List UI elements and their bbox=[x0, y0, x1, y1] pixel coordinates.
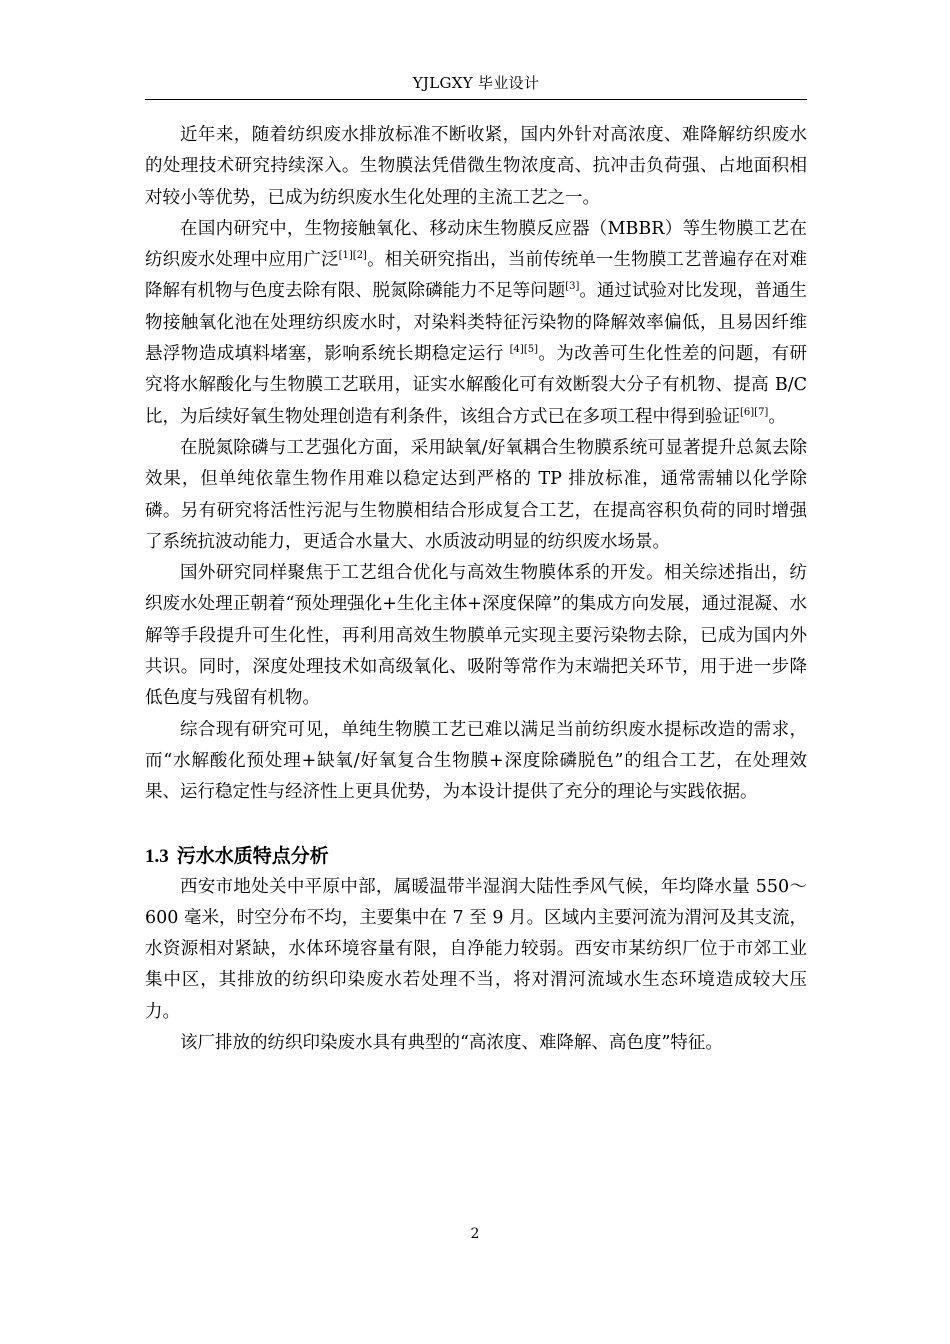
section-title: 污水水质特点分析 bbox=[176, 844, 329, 867]
citation-ref: [4] bbox=[509, 344, 524, 356]
citation-ref: [1][2] bbox=[338, 250, 367, 262]
citation-ref: [3] bbox=[565, 281, 580, 293]
text-segment: 。相关研究指出，当前传统单一生物膜工艺普遍存在对难降解有机物与色度去除有限、脱氮除磷能力不足等问题 bbox=[145, 250, 808, 302]
header-rule bbox=[145, 99, 807, 100]
text-segment: 。通过试验对比发现，普通生物接触氧化池在处理纺织废水时，对染料类特征污染物的降解效率偏低，且易因纤维悬浮物造成填料堵塞，影响系统长期稳定运行 bbox=[145, 281, 808, 365]
section-number: 1.3 bbox=[145, 845, 169, 867]
section-heading bbox=[145, 841, 807, 872]
paragraph-domestic-research bbox=[145, 214, 807, 433]
paragraph-intro: 近年来，随着纺织废水排放标准不断收紧，国内外针对高浓度、难降解纺织废水的处理技术研究持续深入。生物膜法凭借微生物浓度高、抗冲击负荷强、占地面积相对较小等优势，已成为纺织废水生化处理的主流工艺之一。 bbox=[145, 125, 807, 208]
text-segment: 在国内研究中，生物接触氧化、移动床生物膜反应器（MBBR）等生物膜工艺在纺织废水处理中应用广泛 bbox=[145, 218, 807, 271]
page-number: 2 bbox=[470, 1226, 480, 1242]
citation-ref: [5] bbox=[523, 344, 538, 356]
text-segment: 。为改善可生化性差的问题，有研究将水解酸化与生物膜工艺联用，证实水解酸化可有效断裂大分子有机物、提高 B/C 比，为后续好氧生物处理创造有利条件，该组合方式已在多项工程中得到验证 bbox=[145, 344, 807, 427]
page-header: YJLGXY 毕业设计 bbox=[412, 74, 540, 92]
paragraph-wastewater-features: 该厂排放的纺织印染废水具有典型的“高浓度、难降解、高色度”特征。 bbox=[180, 1033, 723, 1054]
paragraph-foreign-research: 国外研究同样聚焦于工艺组合优化与高效生物膜体系的开发。相关综述指出，纺织废水处理正朝着“预处理强化+生化主体+深度保障”的集成方向发展，通过混凝、水解等手段提升可生化性，再利用高效生物膜单元实现主要污染物去除，已成为国内外共识。同时，深度处理技术如高级氧化、吸附等常作为末端把关环节，用于进一步降低色度与残留有机物。 bbox=[145, 563, 807, 709]
paragraph-summary: 综合现有研究可见，单纯生物膜工艺已难以满足当前纺织废水提标改造的需求，而“水解酸化预处理+缺氧/好氧复合生物膜+深度除磷脱色”的组合工艺，在处理效果、运行稳定性与经济性上更具优势，为本设计提供了充分的理论与实践依据。 bbox=[145, 719, 807, 803]
text-segment: 。 bbox=[768, 406, 786, 427]
paragraph-nitrogen-phosphorus: 在脱氮除磷与工艺强化方面，采用缺氧/好氧耦合生物膜系统可显著提升总氮去除效果，但单纯依靠生物作用难以稳定达到严格的 TP 排放标准，通常需辅以化学除磷。另有研究将活性污泥与生物膜相结合形成复合工艺，在提高容积负荷的同时增强了系统抗波动能力，更适合水量大、水质波动明显的纺织废水场景。 bbox=[145, 437, 807, 552]
citation-ref: [6][7] bbox=[740, 406, 769, 418]
paragraph-region: 西安市地处关中平原中部，属暖温带半湿润大陆性季风气候，年均降水量 550～600 毫米，时空分布不均，主要集中在 7 至 9 月。区域内主要河流为渭河及其支流，水资源相对紧缺，水体环境容量有限，自净能力较弱。西安市某纺织厂位于市郊工业集中区，其排放的纺织印染废水若处理不当，将对渭河流域水生态环境造成较大压力。 bbox=[145, 876, 807, 1022]
document-body bbox=[145, 120, 807, 1059]
